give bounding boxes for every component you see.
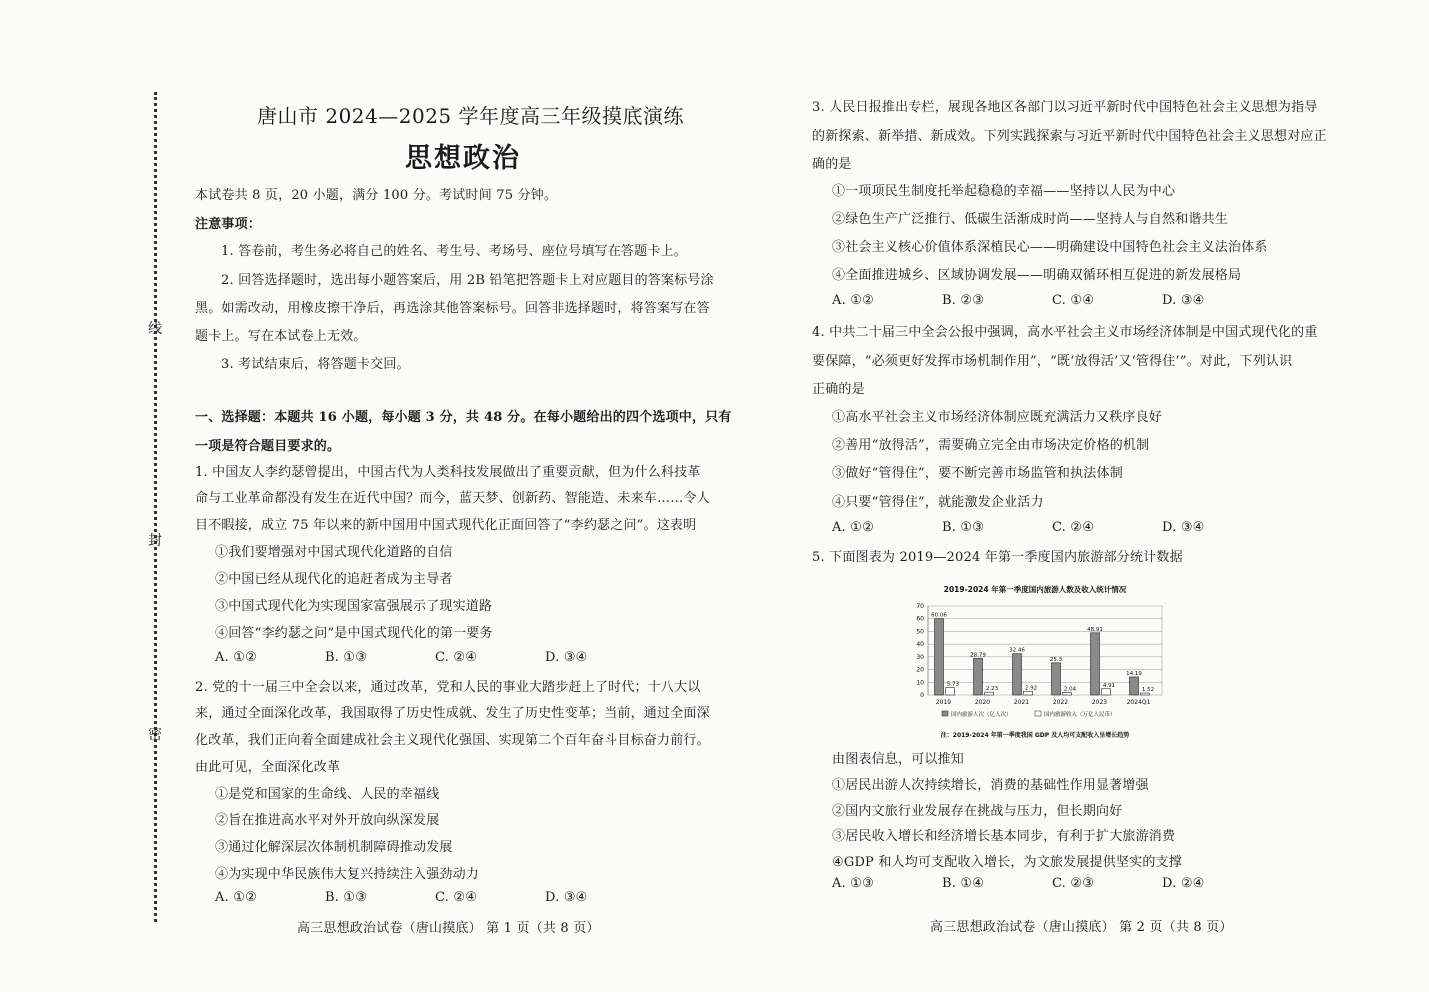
q2-option-d: D. ③④ xyxy=(545,890,588,905)
data-label-visits: 60.06 xyxy=(931,612,947,619)
q1-option-b: B. ①③ xyxy=(325,650,368,665)
y-tick-label: 30 xyxy=(916,653,924,661)
y-tick-label: 60 xyxy=(916,615,924,623)
binding-dotted-line xyxy=(154,92,163,922)
y-tick-label: 50 xyxy=(916,628,924,636)
q1-item-1: ①我们要增强对中国式现代化道路的自信 xyxy=(215,545,453,560)
y-tick-label: 40 xyxy=(916,641,924,649)
binding-char-mi: 密 xyxy=(148,727,162,743)
q1-stem-2: 命与工业革命都没有发生在近代中国？而今，蓝天梦、创新药、智能造、未来车……令人 xyxy=(195,491,710,506)
q4-stem-2: 要保障，“必须更好发挥市场机制作用”，“既‘放得活’又‘管得住’”。对此，下列认识 xyxy=(812,354,1293,369)
tourism-chart-svg xyxy=(900,580,1170,770)
data-label-visits: 14.19 xyxy=(1126,670,1142,677)
tourism-chart xyxy=(900,580,1170,770)
q5-item-4: ④GDP 和人均可支配收入增长，为文旅发展提供坚实的支撑 xyxy=(832,855,1182,870)
q4-item-1: ①高水平社会主义市场经济体制应既充满活力又秩序良好 xyxy=(832,410,1163,425)
q1-option-d: D. ③④ xyxy=(545,650,588,665)
q5-option-b: B. ①④ xyxy=(942,876,985,891)
x-tick-label: 2020 xyxy=(974,699,991,706)
notice-3: 3. 考试结束后，将答题卡交回。 xyxy=(221,357,410,372)
bar-visits xyxy=(935,619,944,695)
q5-stem: 5. 下面图表为 2019—2024 年第一季度国内旅游部分统计数据 xyxy=(812,550,1183,565)
q2-item-4: ④为实现中华民族伟大复兴持续注入强劲动力 xyxy=(215,867,480,882)
section-heading: 一、选择题：本题共 16 小题，每小题 3 分，共 48 分。在每小题给出的四个选项中，只有 xyxy=(195,410,732,425)
q2-stem-3: 化改革，我们正向着全面建成社会主义现代化强国、实现第二个百年奋斗目标奋力前行。 xyxy=(195,733,710,748)
exam-intro: 本试卷共 8 页，20 小题，满分 100 分。考试时间 75 分钟。 xyxy=(195,188,558,203)
x-tick-label: 2021 xyxy=(1013,699,1030,706)
exam-title: 唐山市 2024—2025 学年度高三年级摸底演练 xyxy=(257,104,685,128)
bar-visits xyxy=(1013,654,1022,695)
q4-item-3: ③做好“管得住”，要不断完善市场监管和执法体制 xyxy=(832,466,1123,481)
data-label-income: 2.04 xyxy=(1063,686,1077,693)
bar-income xyxy=(1063,692,1072,695)
legend-swatch-income xyxy=(1035,711,1041,716)
q2-stem-4: 由此可见，全面深化改革 xyxy=(195,760,341,775)
q5-item-2: ②国内文旅行业发展存在挑战与压力，但长期向好 xyxy=(832,804,1123,819)
x-tick-label: 2019 xyxy=(935,699,952,706)
q3-stem-3: 确的是 xyxy=(812,157,852,172)
bar-visits xyxy=(974,658,983,695)
bar-visits xyxy=(1091,633,1100,695)
q3-stem-1: 3. 人民日报推出专栏，展现各地区各部门以习近平新时代中国特色社会主义思想为指导 xyxy=(812,100,1318,115)
data-label-income: 5.73 xyxy=(946,681,960,688)
y-tick-label: 0 xyxy=(920,692,924,699)
x-tick-label: 2024Q1 xyxy=(1126,699,1151,706)
q2-item-2: ②旨在推进高水平对外开放向纵深发展 xyxy=(215,813,440,828)
bar-income xyxy=(1141,693,1150,695)
q3-item-2: ②绿色生产广泛推行、低碳生活渐成时尚——坚持人与自然和谐共生 xyxy=(832,212,1229,227)
notice-2-cont2: 题卡上。写在本试卷上无效。 xyxy=(195,329,367,344)
q2-options xyxy=(215,890,655,905)
q2-item-3: ③通过化解深层次体制机制障碍推动发展 xyxy=(215,840,453,855)
data-label-visits: 48.91 xyxy=(1087,626,1103,633)
q1-stem-1: 1. 中国友人李约瑟曾提出，中国古代为人类科技发展做出了重要贡献，但为什么科技革 xyxy=(195,465,701,480)
q3-option-a: A. ①② xyxy=(832,293,874,308)
q2-option-c: C. ②④ xyxy=(435,890,478,905)
q4-option-d: D. ③④ xyxy=(1162,520,1205,535)
q4-item-2: ②善用“放得活”，需要确立完全由市场决定价格的机制 xyxy=(832,438,1150,453)
notice-heading: 注意事项： xyxy=(195,217,262,232)
q2-stem-1: 2. 党的十一届三中全会以来，通过改革，党和人民的事业大踏步赶上了时代；十八大以 xyxy=(195,680,701,695)
q3-item-1: ①一项项民生制度托举起稳稳的幸福——坚持以人民为中心 xyxy=(832,184,1176,199)
y-tick-label: 70 xyxy=(916,603,924,610)
q3-item-4: ④全面推进城乡、区域协调发展——明确双循环相互促进的新发展格局 xyxy=(832,268,1242,283)
q4-option-a: A. ①② xyxy=(832,520,874,535)
data-label-income: 4.91 xyxy=(1102,682,1116,689)
q2-option-a: A. ①② xyxy=(215,890,257,905)
chart-note: 注：2019-2024 年第一季度我国 GDP 及人均可支配收入呈增长趋势 xyxy=(940,732,1130,739)
q2-option-b: B. ①③ xyxy=(325,890,368,905)
q2-stem-2: 来，通过全面深化改革，我国取得了历史性成就、发生了历史性变革；当前，通过全面深 xyxy=(195,706,710,721)
q1-stem-3: 目不暇接，成立 75 年以来的新中国用中国式现代化正面回答了“李约瑟之问”。这表明 xyxy=(195,518,697,533)
binding-char-xian: 线 xyxy=(148,321,162,337)
x-tick-label: 2022 xyxy=(1052,699,1069,706)
q1-options xyxy=(215,650,655,665)
notice-2-cont: 黑。如需改动，用橡皮擦干净后，再选涂其他答案标号。回答非选择题时，将答案写在答 xyxy=(195,301,710,316)
left-footer: 高三思想政治试卷（唐山摸底） 第 1 页（共 8 页） xyxy=(297,921,600,936)
bar-income xyxy=(985,692,994,695)
y-tick-label: 20 xyxy=(916,666,924,674)
q5-item-1: ①居民出游人次持续增长，消费的基础性作用显著增强 xyxy=(832,778,1149,793)
q5-lead: 由图表信息，可以推知 xyxy=(832,752,965,767)
q1-option-c: C. ②④ xyxy=(435,650,478,665)
q3-option-b: B. ②③ xyxy=(942,293,985,308)
q5-options xyxy=(832,876,1272,891)
q3-item-3: ③社会主义核心价值体系深植民心——明确建设中国特色社会主义法治体系 xyxy=(832,240,1268,255)
q3-option-d: D. ③④ xyxy=(1162,293,1205,308)
bar-income xyxy=(1102,689,1111,695)
x-tick-label: 2023 xyxy=(1091,699,1108,706)
legend-visits: 国内旅游人次（亿人次） xyxy=(951,712,1012,718)
data-label-income: 1.52 xyxy=(1141,687,1155,694)
bar-income xyxy=(1024,691,1033,695)
q1-item-3: ③中国式现代化为实现国家富强展示了现实道路 xyxy=(215,599,493,614)
bar-visits xyxy=(1130,677,1139,695)
q4-item-4: ④只要“管得住”，就能激发企业活力 xyxy=(832,495,1044,510)
data-label-visits: 25.3 xyxy=(1049,656,1063,663)
data-label-income: 2.23 xyxy=(985,686,999,693)
q2-item-1: ①是党和国家的生命线、人民的幸福线 xyxy=(215,787,440,802)
q4-option-b: B. ①③ xyxy=(942,520,985,535)
data-label-visits: 28.79 xyxy=(970,652,986,659)
notice-1: 1. 答卷前，考生务必将自己的姓名、考生号、考场号、座位号填写在答题卡上。 xyxy=(221,244,687,259)
legend-income: 国内旅游收入（万亿人民币） xyxy=(1044,712,1116,718)
chart-title: 2019-2024 年第一季度国内旅游人数及收入统计情况 xyxy=(943,585,1127,594)
notice-2: 2. 回答选择题时，选出每小题答案后，用 2B 铅笔把答题卡上对应题目的答案标号涂 xyxy=(221,273,714,288)
q3-stem-2: 的新探索、新举措、新成效。下列实践探索与习近平新时代中国特色社会主义思想对应正 xyxy=(812,129,1327,144)
binding-char-feng: 封 xyxy=(148,533,162,549)
q3-options xyxy=(832,293,1272,308)
subject-title: 思想政治 xyxy=(405,143,521,174)
q4-option-c: C. ②④ xyxy=(1052,520,1095,535)
right-footer: 高三思想政治试卷（唐山摸底） 第 2 页（共 8 页） xyxy=(930,920,1233,935)
data-label-visits: 32.46 xyxy=(1009,647,1025,654)
q1-item-4: ④回答“李约瑟之问”是中国式现代化的第一要务 xyxy=(215,626,493,641)
q5-option-c: C. ②③ xyxy=(1052,876,1095,891)
bar-visits xyxy=(1052,663,1061,695)
q5-item-3: ③居民收入增长和经济增长基本同步，有利于扩大旅游消费 xyxy=(832,829,1176,844)
q4-stem-1: 4. 中共二十届三中全会公报中强调，高水平社会主义市场经济体制是中国式现代化的重 xyxy=(812,325,1318,340)
q4-options xyxy=(832,520,1272,535)
data-label-income: 2.92 xyxy=(1024,685,1038,692)
q1-item-2: ②中国已经从现代化的追赶者成为主导者 xyxy=(215,572,453,587)
q5-option-a: A. ①③ xyxy=(832,876,874,891)
q1-option-a: A. ①② xyxy=(215,650,257,665)
legend-swatch-visits xyxy=(942,711,948,716)
q4-stem-3: 正确的是 xyxy=(812,382,865,397)
q5-option-d: D. ②④ xyxy=(1162,876,1205,891)
y-tick-label: 10 xyxy=(916,679,924,687)
bar-income xyxy=(946,688,955,695)
q3-option-c: C. ①④ xyxy=(1052,293,1095,308)
section-heading-cont: 一项是符合题目要求的。 xyxy=(195,439,341,454)
